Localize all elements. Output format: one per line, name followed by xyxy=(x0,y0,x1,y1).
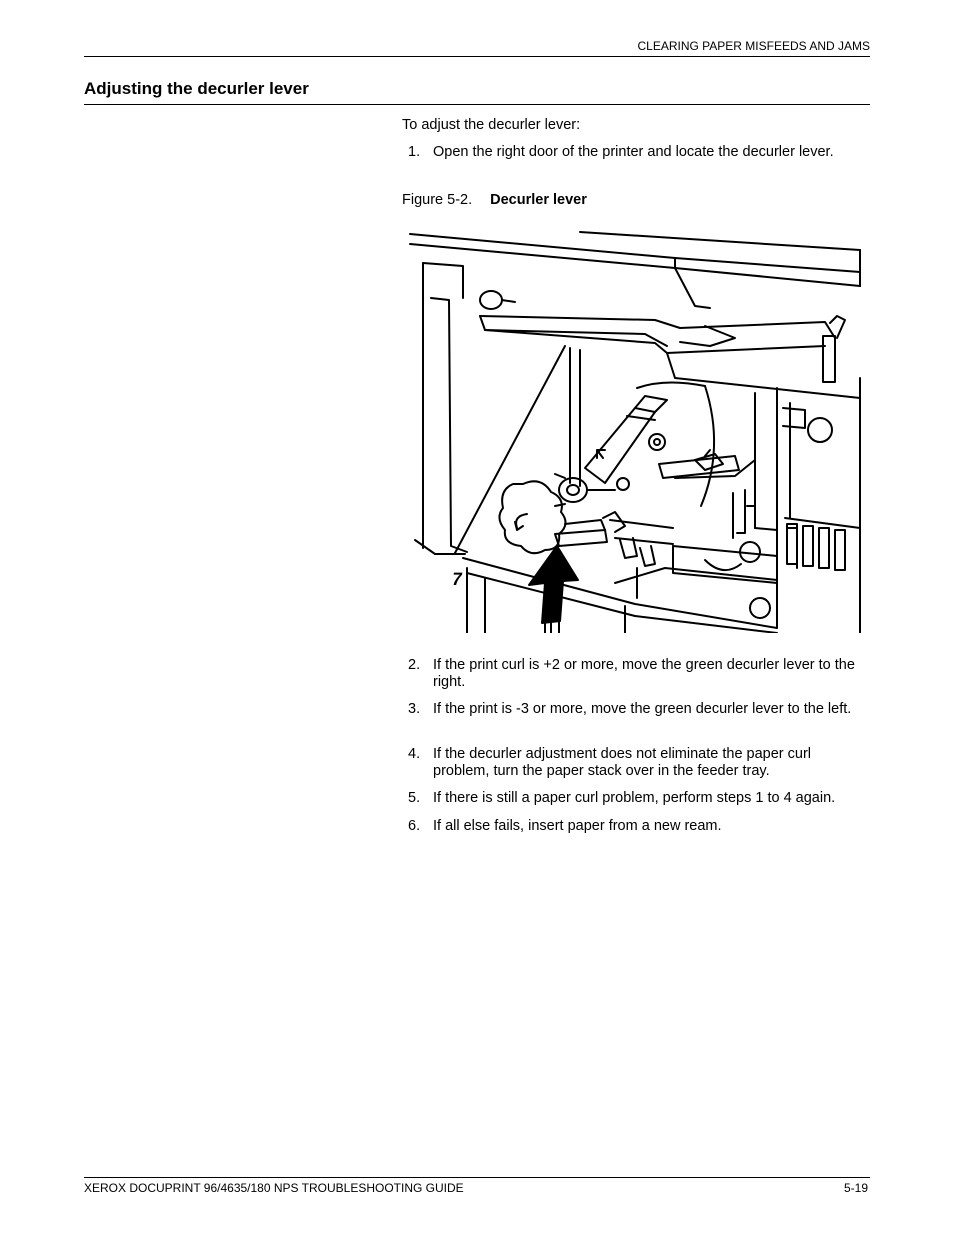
intro-text: To adjust the decurler lever: xyxy=(402,117,581,133)
figure-title: Decurler lever xyxy=(490,192,587,208)
step-number: 4. xyxy=(408,746,421,762)
step-text: Open the right door of the printer and locate the decurler lever. xyxy=(433,144,834,160)
step-text: If the print is -3 or more, move the green decurler lever to the left. xyxy=(433,701,852,717)
step-text: If all else fails, insert paper from a new ream. xyxy=(433,818,722,834)
figure-caption xyxy=(402,192,587,208)
decurler-lever-illustration xyxy=(405,228,865,633)
step-text: If the decurler adjustment does not eliminate the paper curl problem, turn the paper stack over in the feeder tray. xyxy=(433,746,812,779)
panel-number: 7 xyxy=(450,569,464,589)
running-head: CLEARING PAPER MISFEEDS AND JAMS xyxy=(637,39,870,53)
header-rule xyxy=(84,56,870,57)
step-number: 5. xyxy=(408,790,421,806)
figure-label: Figure 5-2. xyxy=(402,192,473,208)
step-number: 2. xyxy=(408,657,421,673)
footer-rule xyxy=(84,1177,870,1178)
section-rule xyxy=(84,104,870,105)
step-number: 6. xyxy=(408,818,421,834)
step-number: 1. xyxy=(408,144,421,160)
footer-doc-title: XEROX DOCUPRINT 96/4635/180 NPS TROUBLESHOOTING GUIDE xyxy=(84,1181,464,1195)
step-text: If the print curl is +2 or more, move the green decurler lever to the right. xyxy=(433,657,855,690)
step-text: If there is still a paper curl problem, perform steps 1 to 4 again. xyxy=(433,790,836,806)
section-title: Adjusting the decurler lever xyxy=(84,79,309,98)
footer-page-number: 5-19 xyxy=(843,1181,868,1195)
step-number: 3. xyxy=(408,701,421,717)
